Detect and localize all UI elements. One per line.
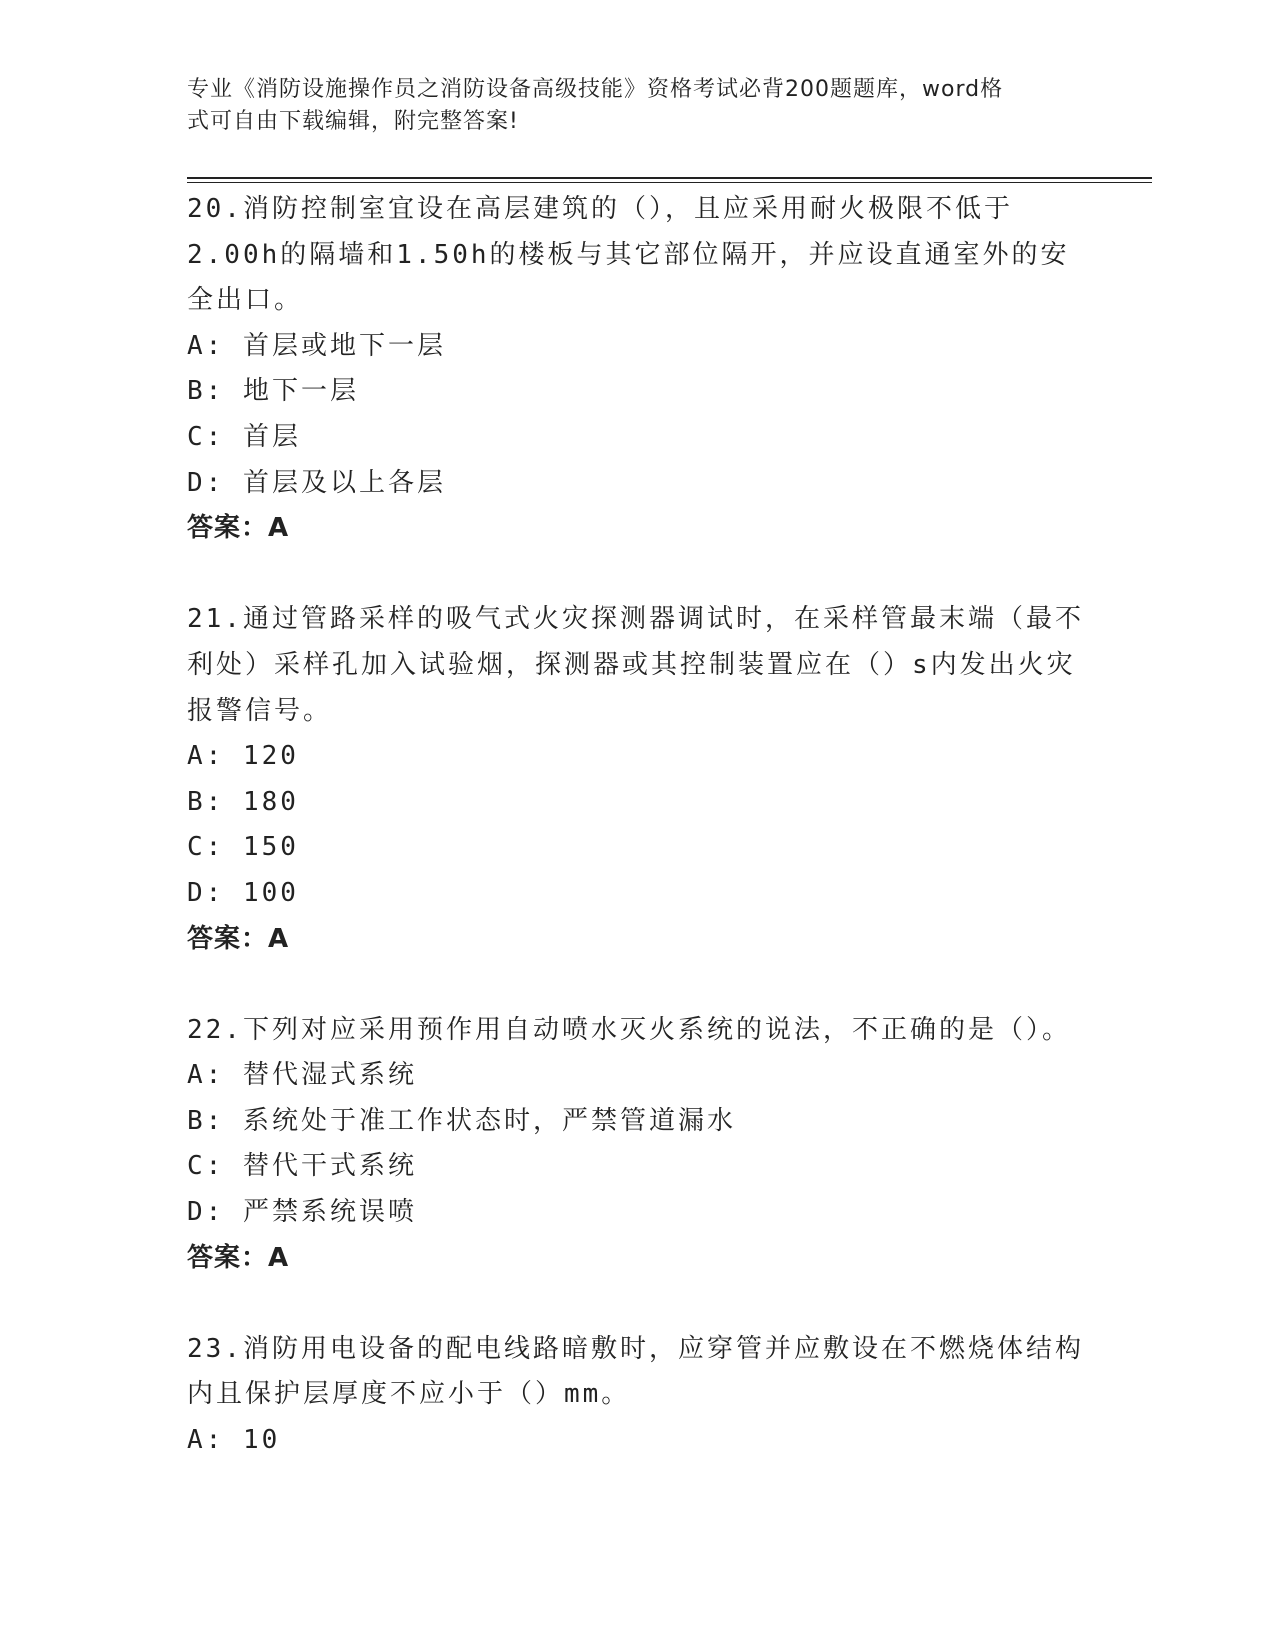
option-a: A: 120	[187, 741, 299, 772]
option-a: A: 替代湿式系统	[187, 1060, 417, 1091]
option-c: C: 首层	[187, 421, 301, 452]
question-list	[187, 187, 1087, 1464]
option-d: D: 100	[187, 877, 299, 908]
question-stem: 23.消防用电设备的配电线路暗敷时，应穿管并应敷设在不燃烧体结构内且保护层厚度不应小于（）mm。	[187, 1333, 1084, 1410]
question-21	[187, 597, 1087, 962]
question-gap	[187, 962, 1087, 1008]
option-d: D: 严禁系统误喷	[187, 1197, 417, 1228]
option-b: B: 180	[187, 786, 299, 817]
question-stem: 21.通过管路采样的吸气式火灾探测器调试时，在采样管最末端（最不利处）采样孔加入试验烟，探测器或其控制装置应在（）s内发出火灾报警信号。	[187, 604, 1084, 726]
question-stem: 20.消防控制室宜设在高层建筑的（），且应采用耐火极限不低于2.00h的隔墙和1.50h的楼板与其它部位隔开，并应设直通室外的安全出口。	[187, 194, 1070, 316]
header-divider-thin	[187, 182, 1152, 183]
answer: 答案：A	[187, 513, 290, 544]
option-a: A: 首层或地下一层	[187, 330, 446, 361]
question-gap	[187, 1281, 1087, 1327]
option-c: C: 替代干式系统	[187, 1151, 417, 1182]
question-stem: 22.下列对应采用预作用自动喷水灭火系统的说法，不正确的是（）。	[187, 1014, 1071, 1045]
header-line-2: 式可自由下载编辑，附完整答案!	[187, 109, 519, 134]
question-22	[187, 1008, 1087, 1282]
header-divider-thick	[187, 177, 1152, 179]
question-gap	[187, 552, 1087, 598]
header-line-1: 专业《消防设施操作员之消防设备高级技能》资格考试必背200题题库，word格	[187, 77, 1004, 102]
question-20	[187, 187, 1087, 552]
option-d: D: 首层及以上各层	[187, 467, 446, 498]
answer: 答案：A	[187, 1242, 290, 1273]
option-a: A: 10	[187, 1425, 281, 1456]
document-header	[187, 74, 1067, 138]
option-b: B: 地下一层	[187, 376, 359, 407]
question-23	[187, 1327, 1087, 1464]
option-c: C: 150	[187, 832, 299, 863]
answer: 答案：A	[187, 923, 290, 954]
option-b: B: 系统处于准工作状态时，严禁管道漏水	[187, 1105, 736, 1136]
